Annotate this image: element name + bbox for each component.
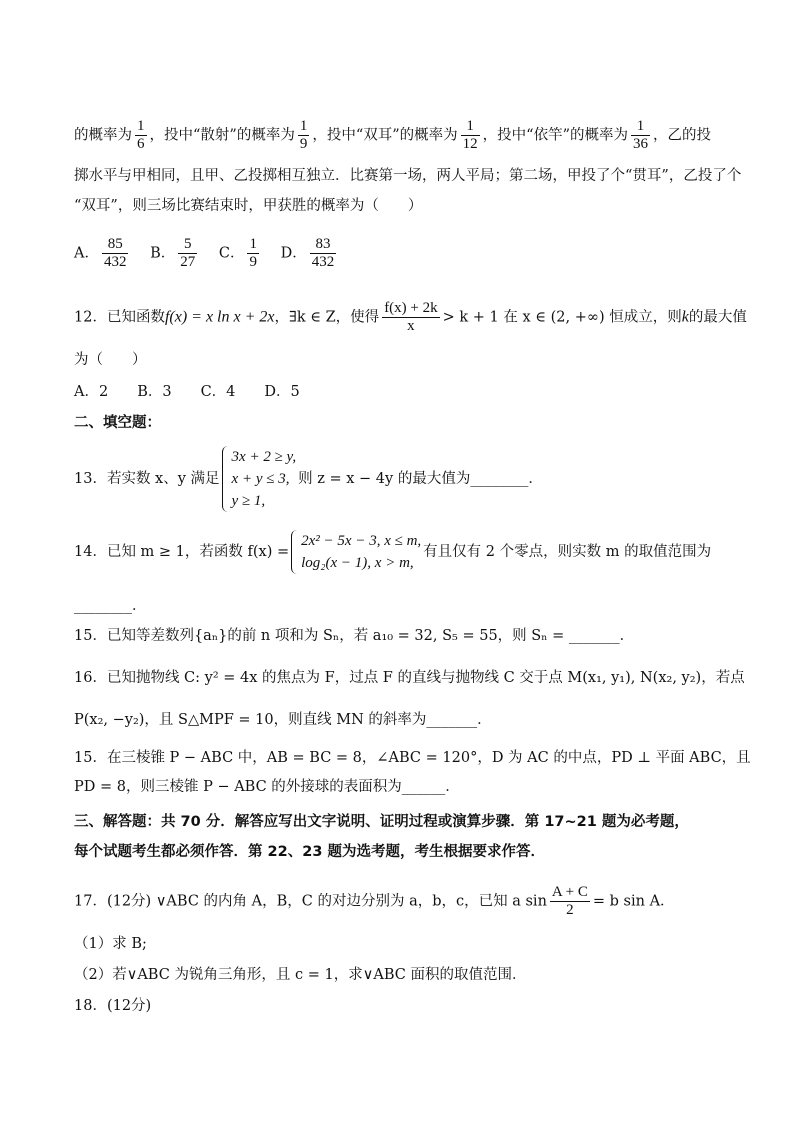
fraction: $\frac{1}{6}$ xyxy=(137,118,145,152)
fraction: $\frac{1}{12}$ xyxy=(462,118,478,152)
text: 的概率为 xyxy=(74,127,132,144)
q11-line1 xyxy=(74,118,734,153)
q18: 18．(12分) xyxy=(74,998,152,1014)
q12-line2: 为（ ） xyxy=(74,352,147,368)
q12-line1: 12．已知函数f(x) = x ln x + 2x，∃k ∈ Z，使得 $\frac{f(x) + 2k}{x}$ > k + 1 在 x ∈ (2, +∞) 恒成立，则k的最大值 xyxy=(74,300,747,334)
option-d: D． $\frac{83}{432}$ xyxy=(280,236,335,270)
text: ，投中“双耳”的概率为 xyxy=(312,127,458,144)
q15-pyramid-line1: 15．在三棱锥 P − ABC 中，AB = BC = 8，∠ABC = 120°，D 为 AC 的中点，PD ⊥ 平面 ABC，且 xyxy=(74,750,751,766)
q15-sequence: 15．已知等差数列{aₙ}的前 n 项和为 Sₙ，若 a₁₀ = 32, S₅ = 55，则 Sₙ = _______． xyxy=(74,628,635,644)
q17: 17．(12分) ∨ABC 的内角 A，B，C 的对边分别为 a，b，c，已知 a sin $\frac{A + C}{2}$ = b sin A． xyxy=(74,884,675,918)
q17-part1: （1）求 B; xyxy=(74,936,147,952)
option-a: A． $\frac{85}{432}$ xyxy=(74,236,127,270)
section-heading-fill-in: 二、填空题： xyxy=(74,415,161,431)
q14: 14．已知 m ≥ 1，若函数 f(x) = 2x² − 5x − 3, x ≤ m, log₂(x − 1), x > m, 有且仅有 2 个零点，则实数 m 的取值范围为 xyxy=(74,530,734,574)
piecewise-function: 2x² − 5x − 3, x ≤ m, log₂(x − 1), x > m, xyxy=(291,530,421,574)
fraction: $\frac{f(x) + 2k}{x}$ xyxy=(384,300,438,334)
section-heading-solutions-1: 三、解答题：共 70 分．解答应写出文字说明、证明过程或演算步骤．第 17~21 题为必考题， xyxy=(74,814,689,830)
fraction: $\frac{1}{36}$ xyxy=(632,118,648,152)
q13: 13．若实数 x、y 满足 3x + 2 ≥ y, x + y ≤ 3, y ≥ 1, 则 z = x − 4y 的最大值为________． xyxy=(74,446,734,512)
q17-part2: （2）若∨ABC 为锐角三角形，且 c = 1，求∨ABC 面积的取值范围． xyxy=(74,967,527,983)
q16-line2: P(x₂, −y₂)，且 S△MPF = 10，则直线 MN 的斜率为_______． xyxy=(74,712,492,728)
text: ，投中“散射”的概率为 xyxy=(149,127,295,144)
fraction: $\frac{1}{9}$ xyxy=(299,118,308,152)
brace-icon xyxy=(291,530,300,574)
q12-options: A．2 B．3 C．4 D．5 xyxy=(74,384,300,400)
option-b: B． $\frac{5}{27}$ xyxy=(150,236,196,270)
q11-line2: 掷水平与甲相同，且甲、乙投掷相互独立．比赛第一场，两人平局；第二场，甲投了个“贯耳”，乙投了个 xyxy=(74,168,742,184)
q15-pyramid-line2: PD = 8，则三棱锥 P − ABC 的外接球的表面积为______． xyxy=(74,779,460,795)
text: ，乙的投 xyxy=(652,127,711,144)
q11-options xyxy=(74,236,734,271)
equation-system: 3x + 2 ≥ y, x + y ≤ 3, y ≥ 1, xyxy=(222,446,297,512)
q16-line1: 16．已知抛物线 C: y² = 4x 的焦点为 F，过点 F 的直线与抛物线 C 交于点 M(x₁, y₁), N(x₂, y₂)，若点 xyxy=(74,670,745,686)
option-c: C． $\frac{1}{9}$ xyxy=(218,236,257,270)
brace-icon xyxy=(222,446,231,512)
section-heading-solutions-2: 每个试题考生都必须作答．第 22、23 题为选考题，考生根据要求作答． xyxy=(74,844,545,860)
q11-line3: “双耳”，则三场比赛结束时，甲获胜的概率为（ ） xyxy=(74,198,423,214)
fraction: $\frac{A + C}{2}$ xyxy=(551,884,588,918)
q14-line2: ________． xyxy=(74,598,147,614)
text: ，投中“依竿”的概率为 xyxy=(482,127,628,144)
